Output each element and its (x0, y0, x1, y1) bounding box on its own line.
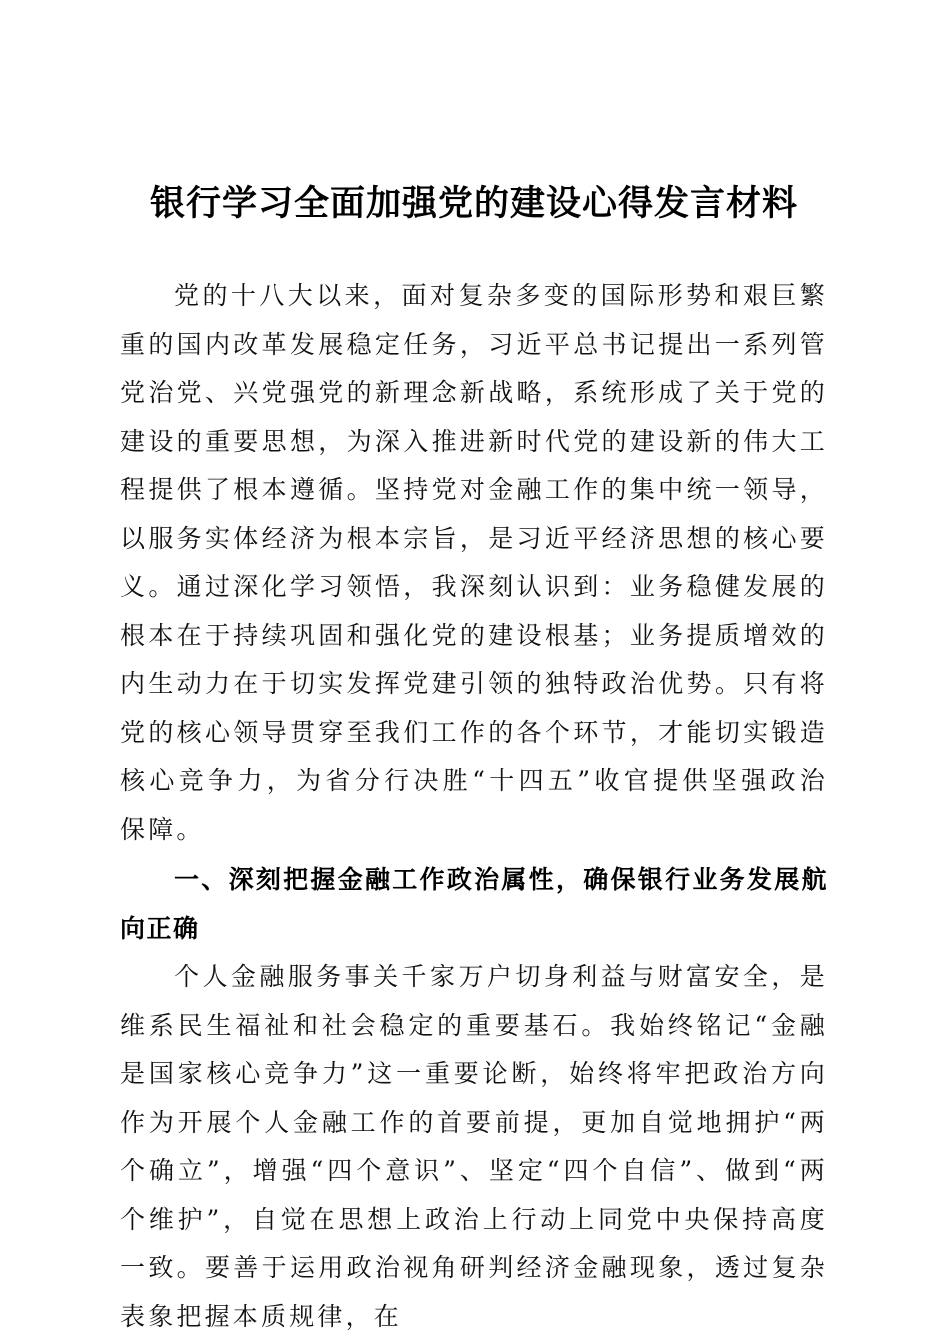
document-title: 银行学习全面加强党的建设心得发言材料 (149, 183, 798, 224)
section-heading-1: 一、深刻把握金融工作政治属性，确保银行业务发展航向正确 (120, 865, 828, 943)
document-body (120, 272, 828, 1341)
section-1-paragraph: 个人金融服务事关千家万户切身利益与财富安全，是维系民生福祉和社会稳定的重要基石。我始终铭记“金融是国家核心竞争力”这一重要论断，始终将牢把政治方向作为开展个人金融工作的首要前提，更加自觉地拥护“两个确立”，增强“四个意识”、坚定“四个自信”、做到“两个维护”，自觉在思想上政治上行动上同党中央保持高度一致。要善于运用政治视角研判经济金融现象，透过复杂表象把握本质规律，在 (120, 962, 828, 1331)
intro-paragraph: 党的十八大以来，面对复杂多变的国际形势和艰巨繁重的国内改革发展稳定任务，习近平总书记提出一系列管党治党、兴党强党的新理念新战略，系统形成了关于党的建设的重要思想，为深入推进新时代党的建设新的伟大工程提供了根本遵循。坚持党对金融工作的集中统一领导，以服务实体经济为根本宗旨，是习近平经济思想的核心要义。通过深化学习领悟，我深刻认识到：业务稳健发展的根本在于持续巩固和强化党的建设根基；业务提质增效的内生动力在于切实发挥党建引领的独特政治优势。只有将党的核心领导贯穿至我们工作的各个环节，才能切实锻造核心竞争力，为省分行决胜“十四五”收官提供坚强政治保障。 (120, 281, 828, 844)
